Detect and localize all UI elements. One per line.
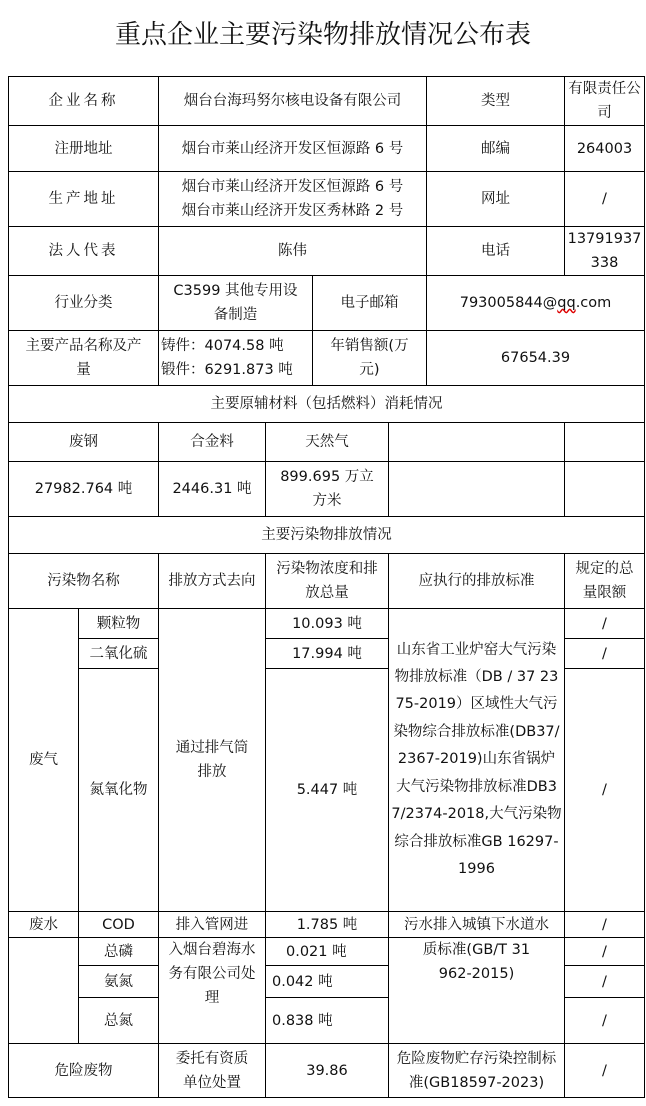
company-name-label: 企业名称 (9, 77, 159, 126)
pollutant-amount: 5.447 吨 (266, 669, 389, 912)
empty-cell (565, 462, 645, 517)
materials-section-title: 主要原辅材料（包括燃料）消耗情况 (9, 386, 645, 423)
waste-water-label: 废水 (9, 912, 79, 938)
gas-standard: 山东省工业炉窑大气污染物排放标准（DB / 37 2375-2019）区域性大气污染物综合排放标准(DB37/2367-2019)山东省锅炉大气污染物排放标准DB37/2374-2018,大气污染物综合排放标准GB 16297-1996 (389, 609, 565, 912)
hazardous-standard: 危险废物贮存污染控制标准(GB18597-2023) (389, 1044, 565, 1098)
website-label: 网址 (427, 172, 565, 227)
material-value: 27982.764 吨 (9, 462, 159, 517)
email-label: 电子邮箱 (313, 276, 427, 331)
empty-cell (9, 938, 79, 1044)
pollutant-name: 二氧化硫 (79, 639, 159, 669)
email (427, 276, 645, 331)
sales: 67654.39 (427, 331, 645, 386)
waste-gas-label: 废气 (9, 609, 79, 912)
pollutant-limit: / (565, 912, 645, 938)
email-user: 793005844@ (459, 295, 558, 311)
products (159, 331, 313, 386)
pollutant-name: 氮氧化物 (79, 669, 159, 912)
material-header: 天然气 (266, 423, 389, 462)
company-type: 有限责任公司 (565, 77, 645, 126)
pollution-table (8, 76, 645, 1098)
material-header: 合金料 (159, 423, 266, 462)
material-header: 废钢 (9, 423, 159, 462)
prod-addr-label: 生产地址 (9, 172, 159, 227)
prod-addr (159, 172, 427, 227)
postcode-label: 邮编 (427, 126, 565, 172)
pollutant-name: COD (79, 912, 159, 938)
pollutant-name: 总磷 (79, 938, 159, 966)
industry: C3599 其他专用设备制造 (159, 276, 313, 331)
pollutant-limit: / (565, 966, 645, 998)
emissions-section-title: 主要污染物排放情况 (9, 517, 645, 554)
header-method: 排放方式去向 (159, 554, 266, 609)
legal-rep-label: 法人代表 (9, 227, 159, 276)
email-tld: .com (575, 295, 612, 311)
postcode: 264003 (565, 126, 645, 172)
sales-label: 年销售额(万元) (313, 331, 427, 386)
pollutant-limit: / (565, 938, 645, 966)
company-type-label: 类型 (427, 77, 565, 126)
empty-cell (565, 423, 645, 462)
product-item: 锻件：6291.873 吨 (161, 362, 293, 378)
pollutant-amount: 1.785 吨 (266, 912, 389, 938)
website: / (565, 172, 645, 227)
gas-method: 通过排气筒排放 (159, 609, 266, 912)
pollutant-limit: / (565, 998, 645, 1044)
pollutant-amount: 10.093 吨 (266, 609, 389, 639)
pollutant-limit: / (565, 639, 645, 669)
pollutant-amount: 0.042 吨 (266, 966, 389, 998)
pollutant-name: 总氮 (79, 998, 159, 1044)
phone: 13791937338 (565, 227, 645, 276)
reg-addr: 烟台市莱山经济开发区恒源路 6 号 (159, 126, 427, 172)
material-value: 899.695 万立方米 (266, 462, 389, 517)
reg-addr-label: 注册地址 (9, 126, 159, 172)
header-limit: 规定的总量限额 (565, 554, 645, 609)
header-pollutant-name: 污染物名称 (9, 554, 159, 609)
prod-addr-line: 烟台市莱山经济开发区恒源路 6 号 (181, 179, 404, 195)
header-amount: 污染物浓度和排放总量 (266, 554, 389, 609)
industry-label: 行业分类 (9, 276, 159, 331)
hazardous-method: 委托有资质单位处置 (159, 1044, 266, 1098)
hazardous-limit: / (565, 1044, 645, 1098)
water-standard-cont: 质标准(GB/T 31962-2015) (389, 938, 565, 1044)
product-item: 铸件：4074.58 吨 (161, 338, 284, 354)
product-label: 主要产品名称及产量 (9, 331, 159, 386)
pollutant-name: 颗粒物 (79, 609, 159, 639)
water-method: 排入管网进 (159, 912, 266, 938)
hazardous-amount: 39.86 (266, 1044, 389, 1098)
pollutant-limit: / (565, 669, 645, 912)
pollutant-amount: 0.021 吨 (266, 938, 389, 966)
company-name: 烟台台海玛努尔核电设备有限公司 (159, 77, 427, 126)
water-method-cont: 入烟台碧海水务有限公司处理 (159, 938, 266, 1044)
pollutant-name: 氨氮 (79, 966, 159, 998)
pollutant-amount: 0.838 吨 (266, 998, 389, 1044)
material-value: 2446.31 吨 (159, 462, 266, 517)
header-standard: 应执行的排放标准 (389, 554, 565, 609)
pollutant-amount: 17.994 吨 (266, 639, 389, 669)
prod-addr-line: 烟台市莱山经济开发区秀林路 2 号 (181, 203, 404, 219)
page-title: 重点企业主要污染物排放情况公布表 (114, 20, 531, 50)
empty-cell (389, 423, 565, 462)
pollutant-limit: / (565, 609, 645, 639)
empty-cell (389, 462, 565, 517)
hazardous-label: 危险废物 (9, 1044, 159, 1098)
phone-label: 电话 (427, 227, 565, 276)
email-domain: qq (557, 295, 576, 311)
legal-rep: 陈伟 (159, 227, 427, 276)
water-standard: 污水排入城镇下水道水 (389, 912, 565, 938)
